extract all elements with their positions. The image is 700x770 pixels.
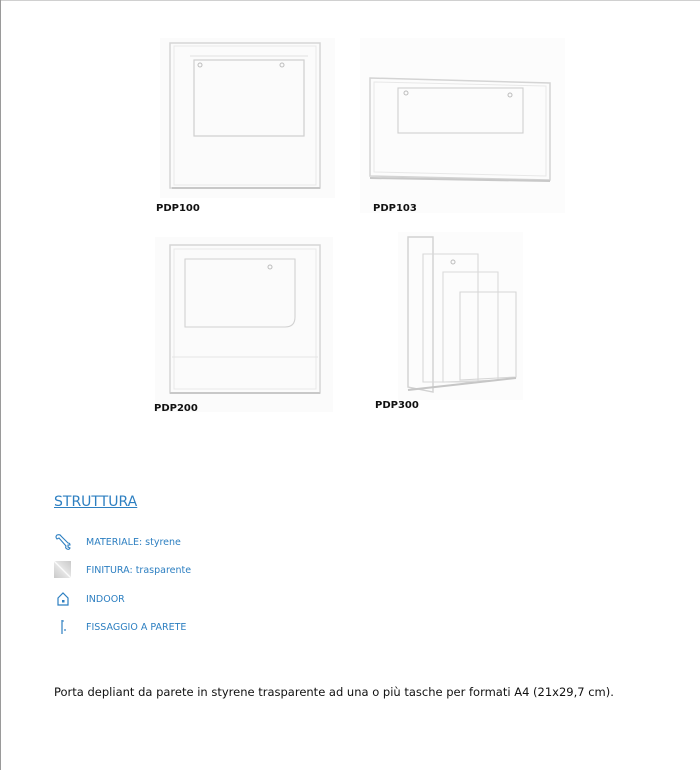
section-title-struttura: STRUTTURA [54,494,138,510]
wrench-icon [54,533,72,551]
spec-row-wall-mount [54,618,187,636]
product-code-pdp103: PDP103 [373,203,417,214]
page-top-border [0,0,700,1]
finish-swatch-icon [54,561,72,579]
spec-row-indoor [54,590,125,608]
product-code-pdp100: PDP100 [156,203,200,214]
product-image-pdp200 [155,237,333,412]
spec-row-material [54,533,181,551]
wall-mount-icon [54,618,72,636]
product-description: Porta depliant da parete in styrene trasparente ad una o più tasche per formati A4 (21x29,7 cm). [54,685,614,699]
product-code-pdp200: PDP200 [154,403,198,414]
product-code-pdp300: PDP300 [375,400,419,411]
product-image-pdp100 [160,38,335,198]
spec-indoor-label: INDOOR [86,593,125,605]
spec-row-finish [54,561,192,579]
product-image-pdp103 [360,38,565,213]
page-left-border [0,0,1,770]
spec-wall-mount-label: FISSAGGIO A PARETE [86,621,187,633]
spec-material-label: MATERIALE: styrene [86,536,181,548]
spec-finish-label: FINITURA: trasparente [86,564,192,576]
product-image-pdp300 [398,232,523,400]
house-icon [54,590,72,608]
